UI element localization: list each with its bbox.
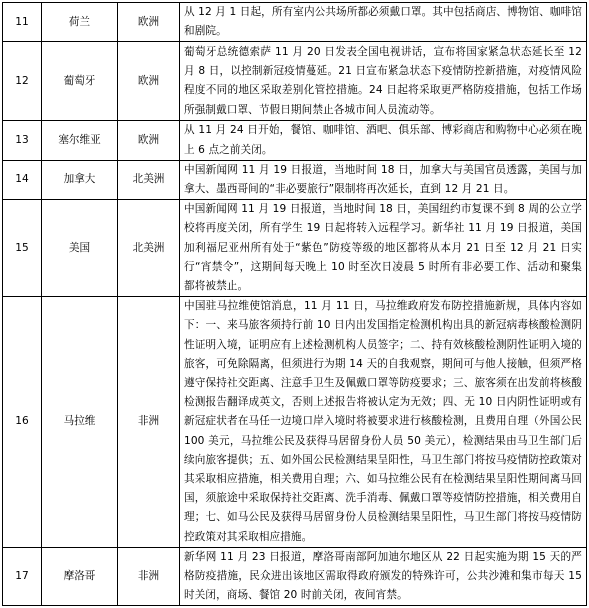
row-number: 13 xyxy=(3,121,42,160)
country-cell: 葡萄牙 xyxy=(42,42,118,121)
continent-cell: 北美洲 xyxy=(118,160,180,199)
continent-cell: 欧洲 xyxy=(118,42,180,121)
covid-measures-table xyxy=(2,2,587,606)
measures-cell: 中国驻马拉维使馆消息，11 月 11 日，马拉维政府发布防控措施新规，具体内容如下：一、来马旅客须持行前 10 日内出发国指定检测机构出具的新冠病毒核酸检测阴性证明入境，证明应有上述检测机构人员签字；二、持有效核酸检测阴性证明入境的旅客，可免除隔离，但须进行为期 14 天的自我观察，期间可与他人接触，但须严格遵守保持社交距离、注意手卫生及佩戴口罩等防疫要求；三、旅客须在出发前将核酸检测报告翻译成英文，否则上述报告将被认定为无效；四、无 10 日内阴性证明或有新冠症状者在马任一边境口岸入境时将被要求进行核酸检测，且费用自理（外国公民 100 美元，马拉维公民及获得马居留身份人员 50 美元），检测结果由马卫生部门后续向旅客提供；五、如外国公民检测结果呈阳性，马卫生部门将按马疫情防控政策对其采取相应措施，相关费用自理；六、如马拉维公民有在检测结果呈阳性期间离马回国，须旅途中采取保持社交距离、洗手消毒、佩戴口罩等疫情防控措施，相关费用自理；七、如马公民及获得马居留身份人员检测结果呈阳性，马卫生部门将按马疫情防控政策对其采取相应措施。 xyxy=(180,297,587,548)
measures-cell: 中国新闻网 11 月 19 日报道，当地时间 18 日，加拿大与美国官员透露，美国与加拿大、墨西哥间的“非必要旅行”限制将再次延长，直到 12 月 21 日。 xyxy=(180,160,587,199)
country-cell: 马拉维 xyxy=(42,297,118,548)
measures-cell: 从 11 月 24 日开始，餐馆、咖啡馆、酒吧、俱乐部、博彩商店和购物中心必须在晚上 6 点之前关闭。 xyxy=(180,121,587,160)
table-row xyxy=(3,160,587,199)
country-cell: 加拿大 xyxy=(42,160,118,199)
table-row xyxy=(3,297,587,548)
table-row xyxy=(3,121,587,160)
row-number: 11 xyxy=(3,3,42,42)
measures-cell: 从 12 月 1 日起，所有室内公共场所都必须戴口罩。其中包括商店、博物馆、咖啡馆和剧院。 xyxy=(180,3,587,42)
row-number: 14 xyxy=(3,160,42,199)
table-row xyxy=(3,547,587,606)
continent-cell: 非洲 xyxy=(118,547,180,606)
row-number: 15 xyxy=(3,200,42,297)
measures-cell: 新华网 11 月 23 日报道，摩洛哥南部阿加迪尔地区从 22 日起实施为期 15 天的严格防疫措施，民众进出该地区需取得政府颁发的特殊许可，公共沙滩和集市每天 15 时关闭，商场、餐馆 20 时前关闭，夜间宵禁。 xyxy=(180,547,587,606)
continent-cell: 欧洲 xyxy=(118,3,180,42)
table-row xyxy=(3,200,587,297)
measures-cell: 中国新闻网 11 月 19 日报道，当地时间 18 日，美国纽约市复课不到 8 周的公立学校将再度关闭，所有学生 19 日起将转入远程学习。新华社 11 月 19 日报道，美国加利福尼亚州所有处于“紫色”防疫等级的地区都将从本月 21 日至 12 月 21 日实行“宵禁令”，这期间每天晚上 10 时至次日凌晨 5 时所有非必要工作、活动和聚集都将被禁止。 xyxy=(180,200,587,297)
row-number: 17 xyxy=(3,547,42,606)
continent-cell: 非洲 xyxy=(118,297,180,548)
table-row xyxy=(3,3,587,42)
table-row xyxy=(3,42,587,121)
country-cell: 摩洛哥 xyxy=(42,547,118,606)
country-cell: 美国 xyxy=(42,200,118,297)
continent-cell: 欧洲 xyxy=(118,121,180,160)
row-number: 12 xyxy=(3,42,42,121)
measures-cell: 葡萄牙总统德索萨 11 月 20 日发表全国电视讲话，宣布将国家紧急状态延长至 12 月 8 日，以控制新冠疫情蔓延。21 日宣布紧急状态下疫情防控新措施，对疫情风险程度不同的地区采取差别化管控措施。24 日起将采取更严格防疫措施，包括工作场所强制戴口罩、节假日期间禁止各城市间人员流动等。 xyxy=(180,42,587,121)
country-cell: 荷兰 xyxy=(42,3,118,42)
row-number: 16 xyxy=(3,297,42,548)
continent-cell: 北美洲 xyxy=(118,200,180,297)
country-cell: 塞尔维亚 xyxy=(42,121,118,160)
